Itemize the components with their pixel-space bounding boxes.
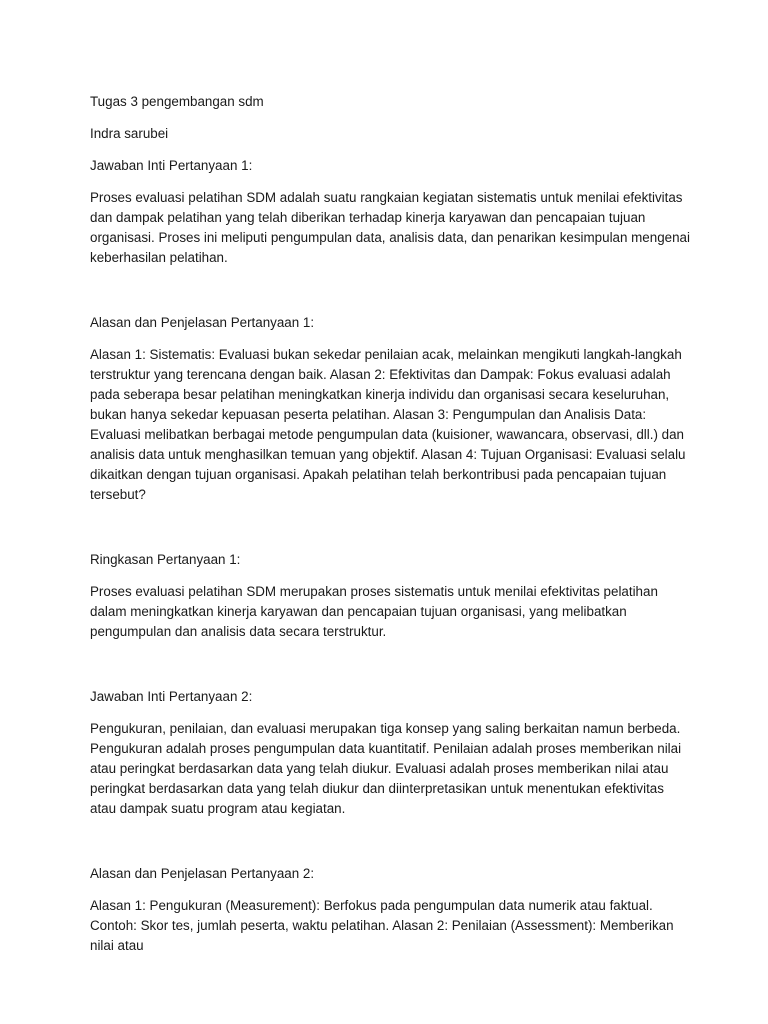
document-title: Tugas 3 pengembangan sdm bbox=[90, 94, 264, 109]
section-body: Alasan 1: Pengukuran (Measurement): Berfokus pada pengumpulan data numerik atau faktual. Contoh: Skor tes, jumlah peserta, waktu pelatihan. Alasan 2: Penilaian (Assessment): Memberikan nilai atau bbox=[90, 898, 674, 953]
section-heading: Jawaban Inti Pertanyaan 2: bbox=[90, 689, 253, 704]
section-heading: Alasan dan Penjelasan Pertanyaan 2: bbox=[90, 866, 315, 881]
document-author: Indra sarubei bbox=[90, 126, 169, 141]
section-heading: Ringkasan Pertanyaan 1: bbox=[90, 552, 241, 567]
section-body: Alasan 1: Sistematis: Evaluasi bukan sekedar penilaian acak, melainkan mengikuti langkah-langkah terstruktur yang terencana dengan baik. Alasan 2: Efektivitas dan Dampak: Fokus evaluasi adalah pada seberapa besar pelatihan meningkatkan kinerja individu dan organisasi secara keseluruhan, bukan hanya sekedar kepuasan peserta pelatihan. Alasan 3: Pengumpulan dan Analisis Data: Evaluasi melibatkan berbagai metode pengumpulan data (kuisioner, wawancara, observasi, dll.) dan analisis data untuk menghasilkan temuan yang objektif. Alasan 4: Tujuan Organisasi: Evaluasi selalu dikaitkan dengan tujuan organisasi. Apakah pelatihan telah berkontribusi pada pencapaian tujuan tersebut? bbox=[90, 347, 686, 502]
section-body: Pengukuran, penilaian, dan evaluasi merupakan tiga konsep yang saling berkaitan namun berbeda. Pengukuran adalah proses pengumpulan data kuantitatif. Penilaian adalah proses memberikan nilai atau peringkat berdasarkan data yang telah diukur. Evaluasi adalah proses memberikan nilai atau peringkat berdasarkan data yang telah diukur dan diinterpretasikan untuk menentukan efektivitas atau dampak suatu program atau kegiatan. bbox=[90, 721, 682, 816]
section-body: Proses evaluasi pelatihan SDM adalah suatu rangkaian kegiatan sistematis untuk menilai efektivitas dan dampak pelatihan yang telah diberikan terhadap kinerja karyawan dan pencapaian tujuan organisasi. Proses ini meliputi pengumpulan data, analisis data, dan penarikan kesimpulan mengenai keberhasilan pelatihan. bbox=[90, 190, 690, 265]
section-body: Proses evaluasi pelatihan SDM merupakan proses sistematis untuk menilai efektivitas pelatihan dalam meningkatkan kinerja karyawan dan pencapaian tujuan organisasi, yang melibatkan pengumpulan dan analisis data secara terstruktur. bbox=[90, 584, 658, 639]
section-heading: Jawaban Inti Pertanyaan 1: bbox=[90, 158, 253, 173]
document-content bbox=[90, 92, 690, 956]
section-heading: Alasan dan Penjelasan Pertanyaan 1: bbox=[90, 315, 315, 330]
